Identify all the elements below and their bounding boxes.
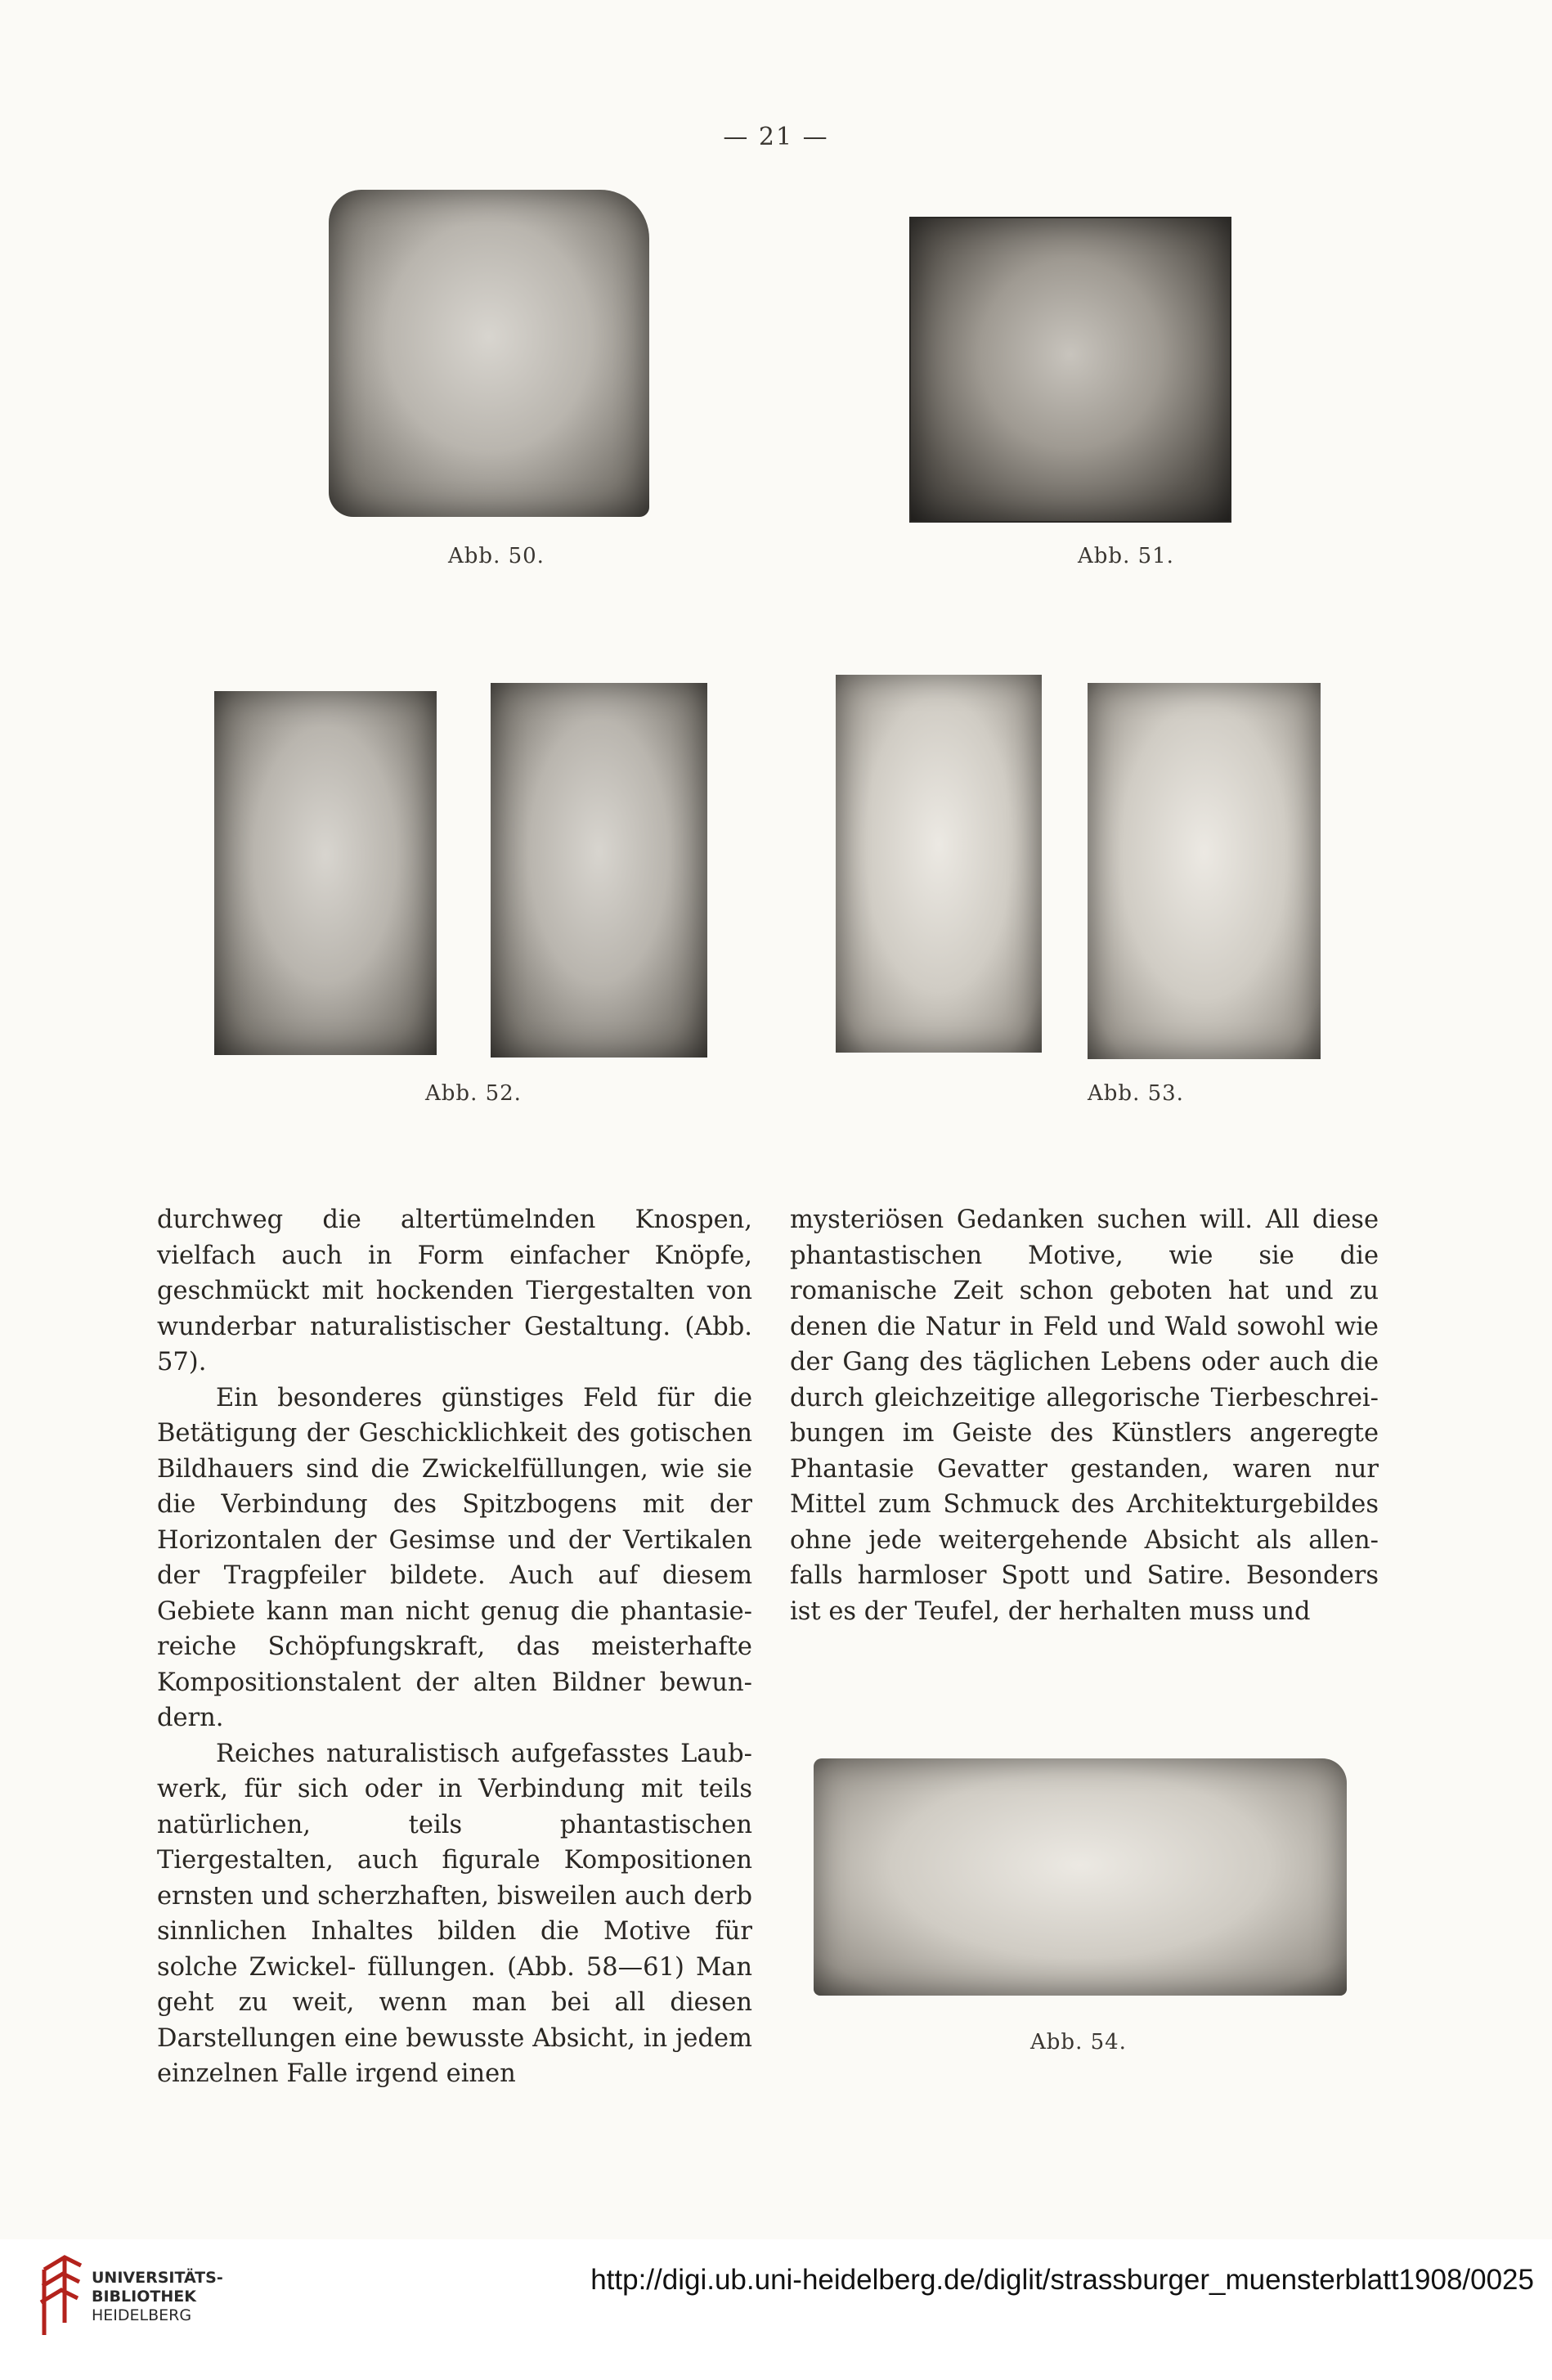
paragraph-3: Reiches naturalistisch aufgefasstes Laub- werk, für sich oder in Verbindung mit teils natürlichen, teils phantastischen Tiergestalten, auch figurale Kompositionen ernsten und scherzhaften, bisweilen auch derb sinnlichen Inhaltes bilden die Motive für solche Zwickel- füllungen. (Abb. 58—61) Man geht zu weit, wenn man bei all diesen Darstellungen eine bewusste Absicht, in jedem einzelnen Falle irgend einen [157, 1739, 753, 2088]
library-name: UNIVERSITÄTS- BIBLIOTHEK HEIDELBERG [92, 2269, 223, 2324]
figure-51-caption: Abb. 51. [1078, 544, 1174, 568]
figure-53-caption: Abb. 53. [1088, 1081, 1184, 1106]
right-text-column [790, 1202, 1379, 1629]
figure-53-right-photo [1088, 683, 1321, 1059]
figure-50-caption: Abb. 50. [448, 544, 545, 568]
figure-51-photo [909, 217, 1231, 523]
figure-53-left-photo [836, 675, 1042, 1053]
figure-54-caption: Abb. 54. [1030, 2030, 1127, 2054]
paragraph-1: durchweg die altertümelnden Knospen, vielfach auch in Form einfacher Knöpfe, geschmückt mit hockenden Tiergestalten von wunderbar naturalistischer Gestaltung. (Abb. 57). [157, 1206, 752, 1376]
figure-52-right-photo [491, 683, 707, 1058]
figure-52-left-photo [214, 691, 437, 1055]
figure-54-photo [814, 1758, 1347, 1996]
page-number: — 21 — [723, 123, 829, 151]
paragraph-4: mysteriösen Gedanken suchen will. All diese phantastischen Motive, wie sie die romanische Zeit schon geboten hat und zu denen die Natur in Feld und Wald sowohl wie der Gang des täglichen Lebens oder auch die durch gleichzeitige allegorische Tierbeschrei- bungen im Geiste des Künstlers angeregte Phantasie Gevatter gestanden, waren nur Mittel zum Schmuck des Architekturgebildes ohne jede weitergehende Absicht als allen- falls harmloser Spott und Satire. Besonders ist es der Teufel, der herhalten muss und [790, 1206, 1379, 1626]
library-logo-icon [36, 2253, 85, 2343]
paragraph-2: Ein besonderes günstiges Feld für die Betätigung der Geschicklichkeit des gotischen Bildhauers sind die Zwickelfüllungen, wie sie die Verbindung des Spitzbogens mit der Horizontalen der Gesimse und der Vertikalen der Tragpfeiler bildete. Auch auf diesem Gebiete kann man nicht genug die phantasie- reiche Schöpfungskraft, das meisterhafte Kompositionstalent der alten Bildner bewun- dern. [157, 1383, 752, 1732]
left-text-column [157, 1202, 752, 2092]
source-url-link[interactable]: http://digi.ub.uni-heidelberg.de/diglit/strassburger_muensterblatt1908/0025 [590, 2264, 1534, 2296]
figure-50-photo [329, 190, 649, 517]
footer-bar [0, 2239, 1552, 2380]
figure-52-caption: Abb. 52. [425, 1081, 522, 1106]
